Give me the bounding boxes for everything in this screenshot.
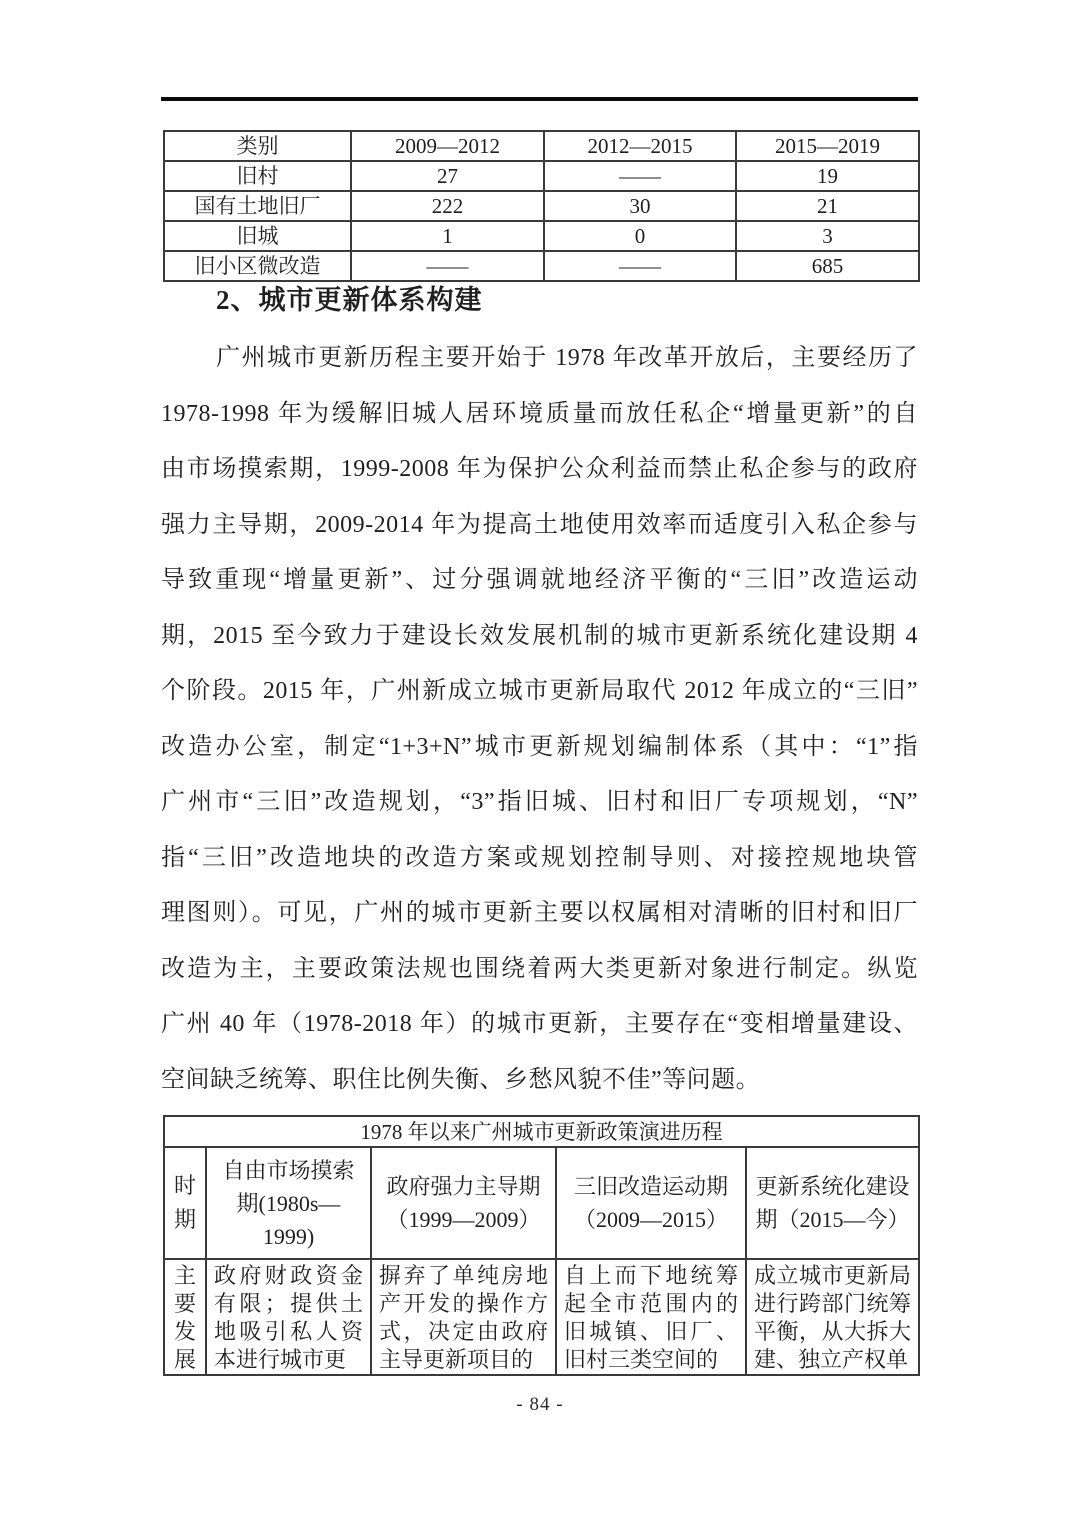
table-row: [164, 161, 919, 191]
cell-text: 自上而下地统筹起全市范围内的旧城镇、旧厂、旧村三类空间的: [564, 1263, 738, 1372]
paragraph-line: 1978-1998 年为缓解旧城人居环境质量而放任私企“增量更新”的自: [161, 400, 918, 427]
paragraph-line: 广州 40 年（1978-2018 年）的城市更新，主要存在“变相增量建设、: [161, 1011, 918, 1037]
section-heading: 2、城市更新体系构建: [216, 285, 483, 315]
paragraph-line: 改造办公室，制定“1+3+N”城市更新规划编制体系（其中：“1”指: [161, 733, 918, 760]
period-column-header: 更新系统化建设期（2015—今）: [746, 1147, 919, 1259]
cell-text: 政府财政资金有限；提供土地吸引私人资本进行城市更: [214, 1263, 363, 1372]
paragraph-line: 广州城市更新历程主要开始于 1978 年改革开放后，主要经历了: [216, 345, 918, 371]
row-label: 旧村: [164, 161, 351, 191]
table-cell: 1: [351, 221, 544, 251]
paragraph-line: 理图则）。可见，广州的城市更新主要以权属相对清晰的旧村和旧厂: [161, 900, 918, 926]
table-cell: 0: [544, 221, 736, 251]
table-header-cell: 2012—2015: [544, 131, 736, 161]
table-cell: 21: [736, 191, 919, 221]
paragraph-line: 导致重现“增量更新”、过分强调就地经济平衡的“三旧”改造运动: [161, 567, 918, 593]
table-cell: 222: [351, 191, 544, 221]
paragraph-line: 空间缺乏统筹、职住比例失衡、乡愁风貌不佳”等问题。: [161, 1066, 761, 1093]
table-cell: 27: [351, 161, 544, 191]
table-row: [164, 191, 919, 221]
period-column-header: 自由市场摸索期(1980s—1999): [206, 1147, 371, 1259]
page-number: - 84 -: [516, 1394, 564, 1415]
table-header-cell: 2015—2019: [736, 131, 919, 161]
table-cell: 685: [736, 251, 919, 281]
table-title: 1978 年以来广州城市更新政策演进历程: [164, 1116, 919, 1147]
paragraph-line: 改造为主，主要政策法规也围绕着两大类更新对象进行制定。纵览: [161, 955, 918, 982]
table-cell: ——: [544, 161, 736, 191]
page-header-rule: [161, 97, 918, 101]
table-header-row: [164, 1147, 919, 1259]
cell-text: 摒弃了单纯房地产开发的操作方式，决定由政府主导更新项目的: [379, 1263, 548, 1372]
table-row: [164, 221, 919, 251]
table-cell: ——: [351, 251, 544, 281]
table-header-row: [164, 131, 919, 161]
table-cell: [746, 1259, 919, 1375]
table-cell: [556, 1259, 746, 1375]
body-paragraph: [161, 331, 918, 1108]
table-header-cell: 类别: [164, 131, 351, 161]
table-header-cell: 2009—2012: [351, 131, 544, 161]
row-header-period: 时期: [164, 1147, 206, 1259]
period-column-header: 三旧改造运动期（2009—2015）: [556, 1147, 746, 1259]
period-column-header: 政府强力主导期（1999—2009）: [371, 1147, 556, 1259]
row-header-main-development: [164, 1259, 206, 1375]
table-cell: 3: [736, 221, 919, 251]
row-label: 旧城: [164, 221, 351, 251]
paragraph-line: 强力主导期，2009-2014 年为提高土地使用效率而适度引入私企参与: [161, 511, 918, 538]
table-cell: 30: [544, 191, 736, 221]
row-label: 旧小区微改造: [164, 251, 351, 281]
table-cell: [206, 1259, 371, 1375]
paragraph-line: 个阶段。2015 年，广州新成立城市更新局取代 2012 年成立的“三旧”: [161, 678, 918, 704]
table-title-row: [164, 1116, 919, 1147]
paragraph-line: 由市场摸索期，1999-2008 年为保护公众利益而禁止私企参与的政府: [161, 456, 918, 482]
row-header-label: 主要发展: [173, 1263, 196, 1372]
cell-text: 成立城市更新局进行跨部门统筹平衡，从大拆大建、独立产权单: [754, 1263, 912, 1372]
paragraph-line: 指“三旧”改造地块的改造方案或规划控制导则、对接控规地块管: [161, 844, 918, 871]
table-cell: 19: [736, 161, 919, 191]
table-cell: ——: [544, 251, 736, 281]
row-label: 国有土地旧厂: [164, 191, 351, 221]
table-row: [164, 251, 919, 281]
project-count-table: [163, 130, 920, 282]
paragraph-line: 期，2015 至今致力于建设长效发展机制的城市更新系统化建设期 4: [161, 622, 918, 649]
table-cell: [371, 1259, 556, 1375]
paragraph-line: 广州市“三旧”改造规划，“3”指旧城、旧村和旧厂专项规划，“N”: [161, 789, 918, 815]
table-body-row: [164, 1259, 919, 1375]
policy-evolution-table: [163, 1115, 920, 1376]
